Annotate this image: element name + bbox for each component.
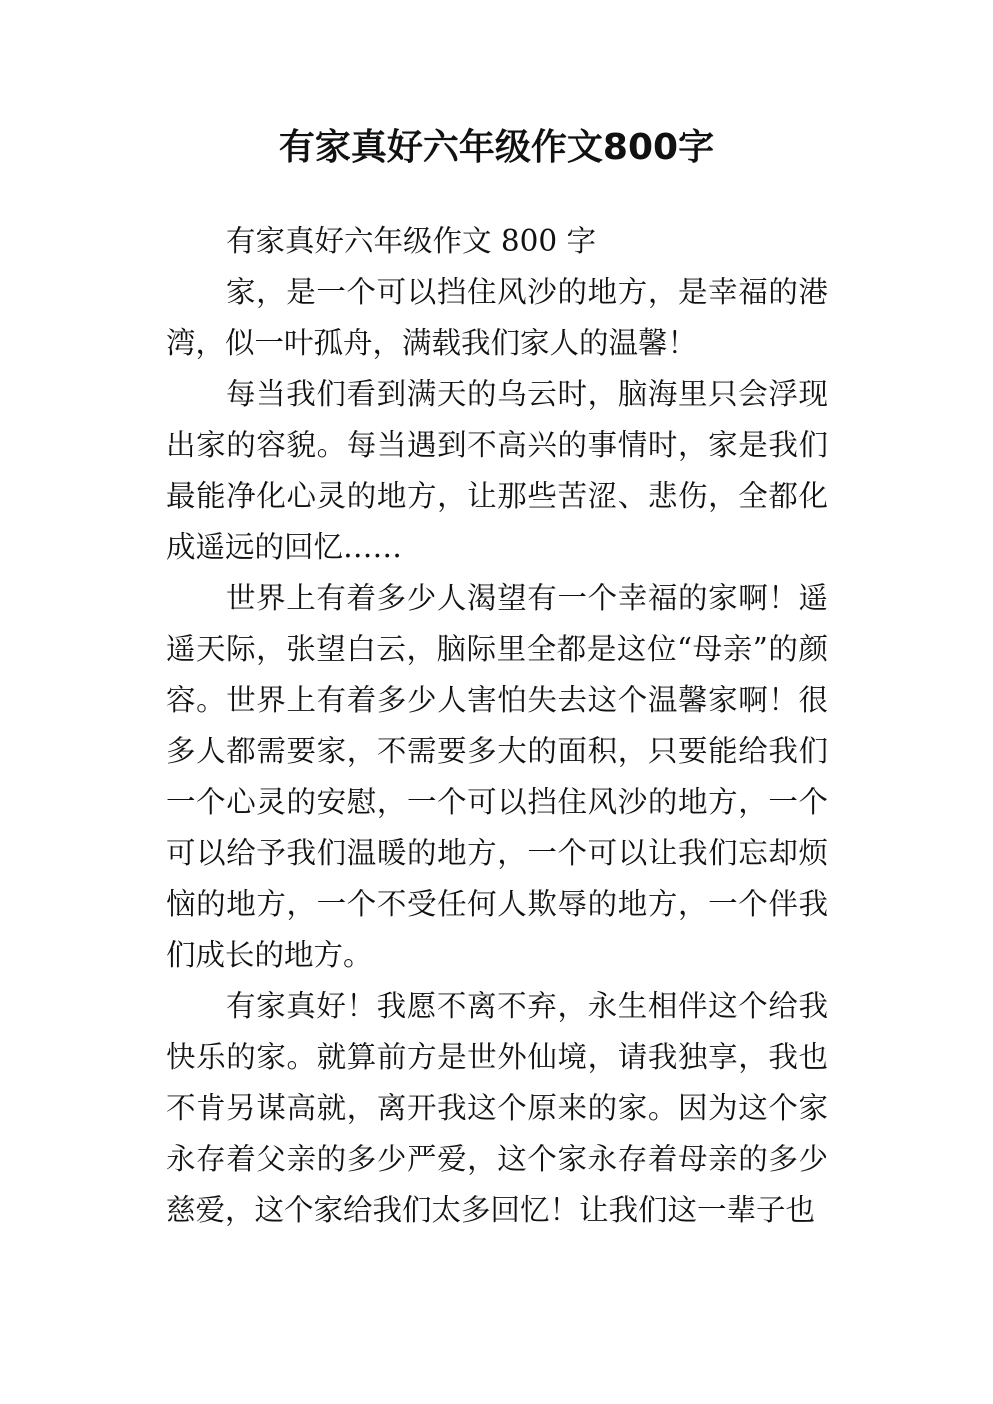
document-body — [166, 216, 828, 1236]
document-subtitle: 有家真好六年级作文 800 字 — [226, 224, 597, 258]
document-title: 有家真好六年级作文800字 — [278, 127, 715, 168]
paragraph: 家，是一个可以挡住风沙的地方，是幸福的港湾，似一叶孤舟，满载我们家人的温馨！ — [166, 275, 828, 360]
paragraph: 有家真好！我愿不离不弃，永生相伴这个给我快乐的家。就算前方是世外仙境，请我独享，我也不肯另谋高就，离开我这个原来的家。因为这个家永存着父亲的多少严爱，这个家永存着母亲的多少慈爱，这个家给我们太多回忆！让我们这一辈子也 — [166, 989, 828, 1227]
paragraph: 每当我们看到满天的乌云时，脑海里只会浮现出家的容貌。每当遇到不高兴的事情时，家是我们最能净化心灵的地方，让那些苦涩、悲伤，全都化成遥远的回忆…… — [166, 377, 828, 564]
paragraph: 世界上有着多少人渴望有一个幸福的家啊！遥遥天际，张望白云，脑际里全都是这位“母亲”的颜容。世界上有着多少人害怕失去这个温馨家啊！很多人都需要家，不需要多大的面积，只要能给我们一个心灵的安慰，一个可以挡住风沙的地方，一个可以给予我们温暖的地方，一个可以让我们忘却烦恼的地方，一个不受任何人欺辱的地方，一个伴我们成长的地方。 — [166, 581, 828, 972]
